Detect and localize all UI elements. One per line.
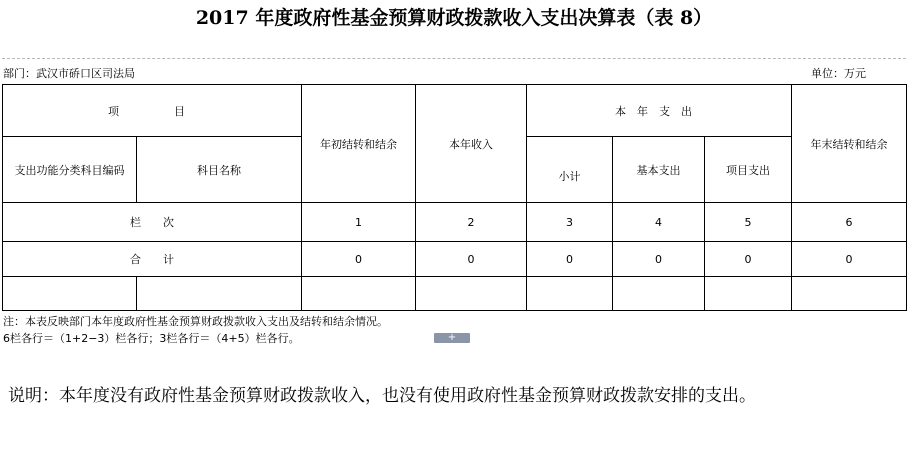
header-end-balance: 年末结转和结余 [792,85,907,203]
header-start-balance: 年初结转和结余 [302,85,416,203]
column-number-cell: 4 [613,203,705,242]
header-func-code: 支出功能分类科目编码 [3,137,137,203]
empty-cell [705,277,792,311]
empty-cell [792,277,907,311]
header-expenditure: 本年支出 [527,85,792,137]
table-note: 注：本表反映部门本年度政府性基金预算财政拨款收入支出及结转和结余情况。 [3,315,388,328]
empty-cell [527,277,613,311]
column-number-label: 栏 次 [3,203,302,242]
total-label: 合 计 [3,242,302,277]
total-cell: 0 [705,242,792,277]
header-project: 项目支出 [705,137,792,203]
total-cell: 0 [416,242,527,277]
header-item: 项 目 [3,85,302,137]
column-number-cell: 2 [416,203,527,242]
total-cell: 0 [527,242,613,277]
header-subtotal: 小计 [527,137,613,203]
empty-cell [416,277,527,311]
fund-table [2,84,907,311]
report-title: 2017 年度政府性基金预算财政拨款收入支出决算表（表 8） [195,7,713,29]
column-number-row [3,203,907,242]
column-number-cell: 3 [527,203,613,242]
empty-cell [302,277,416,311]
page-guide-line [2,58,906,59]
total-cell: 0 [613,242,705,277]
column-number-cell: 5 [705,203,792,242]
header-basic: 基本支出 [613,137,705,203]
unit-label: 单位：万元 [811,67,866,80]
department-label: 部门：武汉市硚口区司法局 [3,67,135,80]
column-number-cell: 1 [302,203,416,242]
total-cell: 0 [302,242,416,277]
column-number-cell: 6 [792,203,907,242]
expand-button[interactable]: + [434,333,470,343]
description-text: 说明：本年度没有政府性基金预算财政拨款收入，也没有使用政府性基金预算财政拨款安排的支出。 [8,386,756,406]
total-row [3,242,907,277]
header-income: 本年收入 [416,85,527,203]
empty-cell [3,277,137,311]
empty-cell [137,277,302,311]
total-cell: 0 [792,242,907,277]
empty-cell [613,277,705,311]
formula-note: 6栏各行＝（1+2−3）栏各行；3栏各行＝（4+5）栏各行。 [3,332,300,345]
header-subject-name: 科目名称 [137,137,302,203]
empty-row [3,277,907,311]
